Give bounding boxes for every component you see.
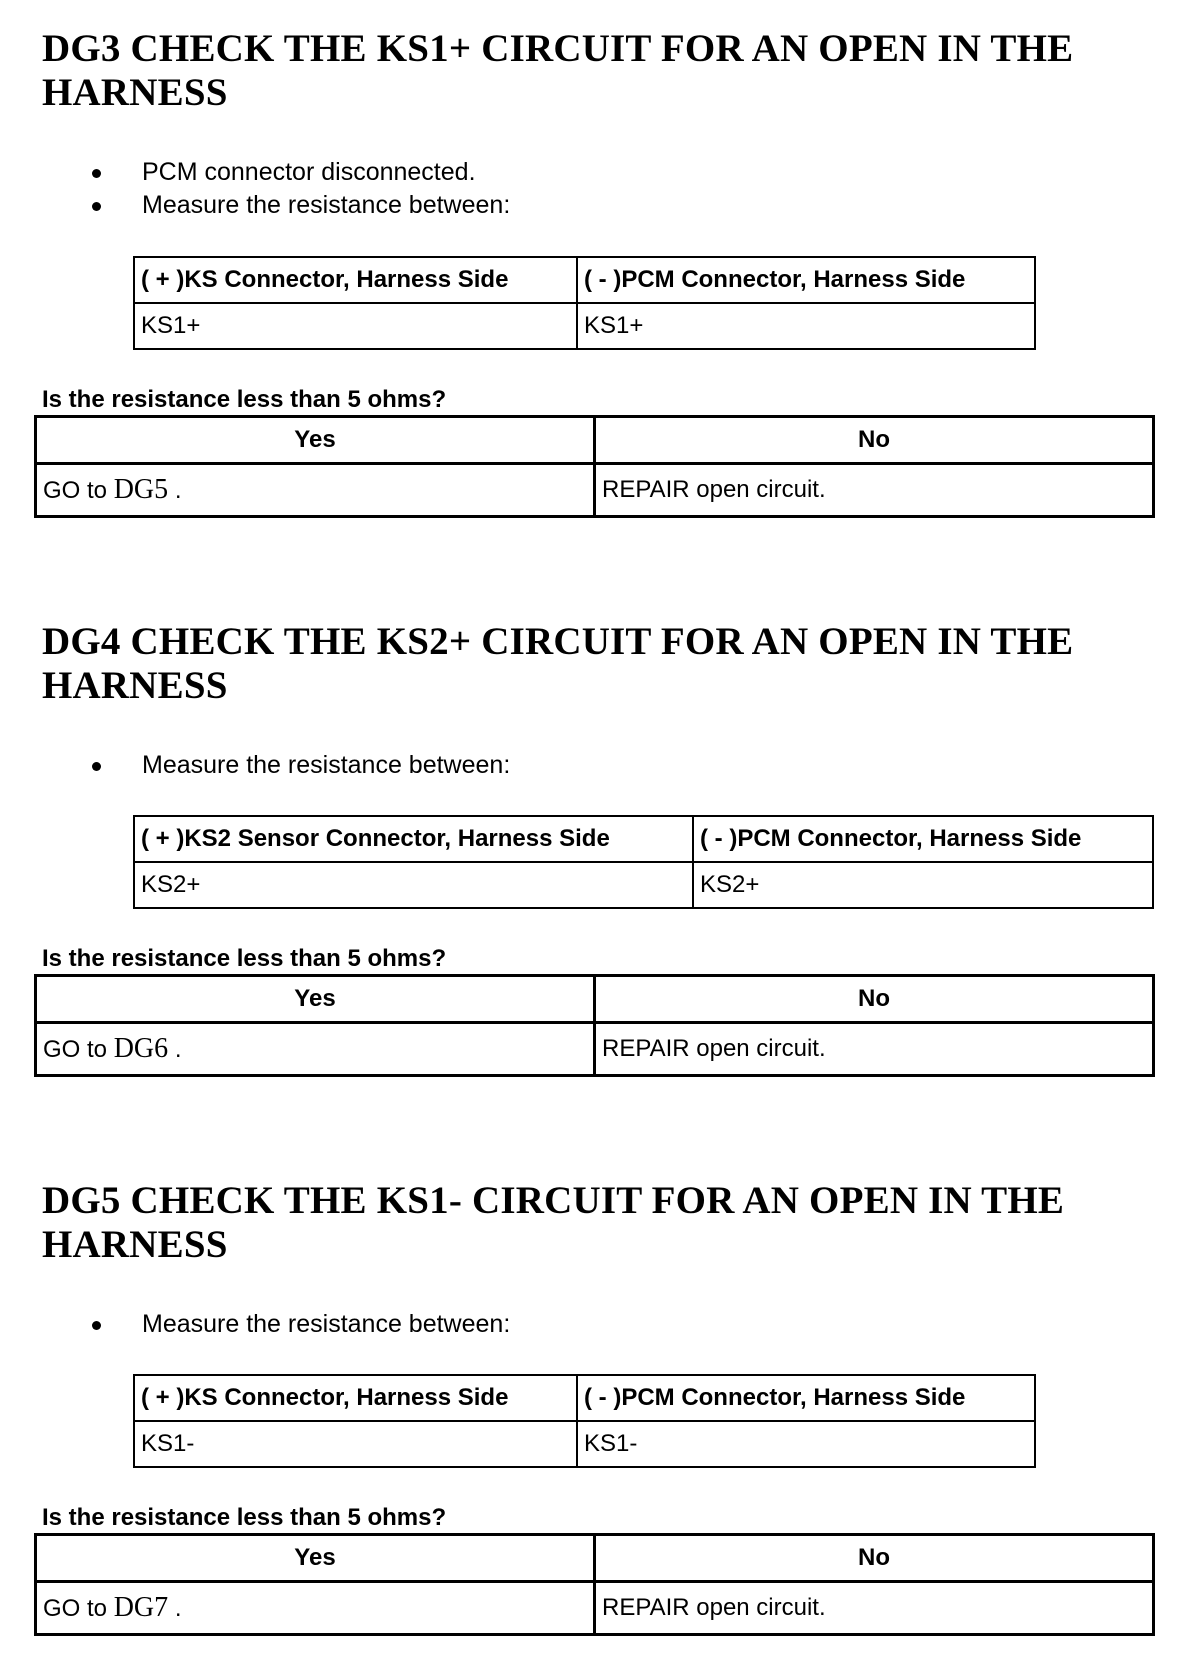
- answer-header-no: No: [595, 976, 1154, 1023]
- bullet-dot-icon: [92, 202, 101, 211]
- answer-header-no: No: [595, 1535, 1154, 1582]
- measurement-table-dg4: [133, 815, 1154, 909]
- step-heading-dg3: DG3 CHECK THE KS1+ CIRCUIT FOR AN OPEN IN THE HARNESS: [42, 27, 1074, 114]
- measure-value-negative: KS2+: [693, 862, 1153, 908]
- answer-no-cell: REPAIR open circuit.: [595, 1023, 1154, 1076]
- answer-table-dg5: [34, 1533, 1155, 1636]
- measure-value-negative: KS1-: [577, 1421, 1035, 1467]
- measurement-table-dg5: [133, 1374, 1036, 1468]
- measurement-table-dg3: [133, 256, 1036, 350]
- measure-header-positive: ( + )KS Connector, Harness Side: [134, 1375, 577, 1421]
- measure-header-positive: ( + )KS Connector, Harness Side: [134, 257, 577, 303]
- measure-value-positive: KS2+: [134, 862, 693, 908]
- answer-yes-cell: GO to DG5 .: [36, 464, 595, 517]
- go-to-step-link[interactable]: DG7: [113, 1592, 169, 1623]
- instruction-item: Measure the resistance between:: [0, 749, 510, 782]
- answer-yes-cell: GO to DG6 .: [36, 1023, 595, 1076]
- answer-header-yes: Yes: [36, 976, 595, 1023]
- instruction-item: Measure the resistance between:: [0, 1308, 510, 1341]
- answer-table-dg3: [34, 415, 1155, 518]
- answer-header-no: No: [595, 417, 1154, 464]
- answer-header-yes: Yes: [36, 1535, 595, 1582]
- answer-yes-cell: GO to DG7 .: [36, 1582, 595, 1635]
- instruction-list-dg5: [0, 1308, 510, 1341]
- measure-value-negative: KS1+: [577, 303, 1035, 349]
- measure-value-positive: KS1-: [134, 1421, 577, 1467]
- question-dg3: Is the resistance less than 5 ohms?: [42, 386, 447, 413]
- answer-no-cell: REPAIR open circuit.: [595, 1582, 1154, 1635]
- measure-header-negative: ( - )PCM Connector, Harness Side: [693, 816, 1153, 862]
- answer-table-dg4: [34, 974, 1155, 1077]
- step-heading-dg5: DG5 CHECK THE KS1- CIRCUIT FOR AN OPEN IN THE HARNESS: [42, 1179, 1065, 1266]
- measure-header-positive: ( + )KS2 Sensor Connector, Harness Side: [134, 816, 693, 862]
- measure-header-negative: ( - )PCM Connector, Harness Side: [577, 257, 1035, 303]
- instruction-list-dg4: [0, 749, 510, 782]
- question-dg5: Is the resistance less than 5 ohms?: [42, 1504, 447, 1531]
- instruction-item: Measure the resistance between:: [0, 189, 510, 222]
- step-heading-dg4: DG4 CHECK THE KS2+ CIRCUIT FOR AN OPEN IN THE HARNESS: [42, 620, 1074, 707]
- bullet-dot-icon: [92, 762, 101, 771]
- instruction-list-dg3: [0, 156, 510, 222]
- go-to-step-link[interactable]: DG5: [113, 474, 169, 505]
- bullet-dot-icon: [92, 169, 101, 178]
- measure-header-negative: ( - )PCM Connector, Harness Side: [577, 1375, 1035, 1421]
- measure-value-positive: KS1+: [134, 303, 577, 349]
- answer-header-yes: Yes: [36, 417, 595, 464]
- instruction-item: PCM connector disconnected.: [0, 156, 510, 189]
- answer-no-cell: REPAIR open circuit.: [595, 464, 1154, 517]
- question-dg4: Is the resistance less than 5 ohms?: [42, 945, 447, 972]
- bullet-dot-icon: [92, 1321, 101, 1330]
- go-to-step-link[interactable]: DG6: [113, 1033, 169, 1064]
